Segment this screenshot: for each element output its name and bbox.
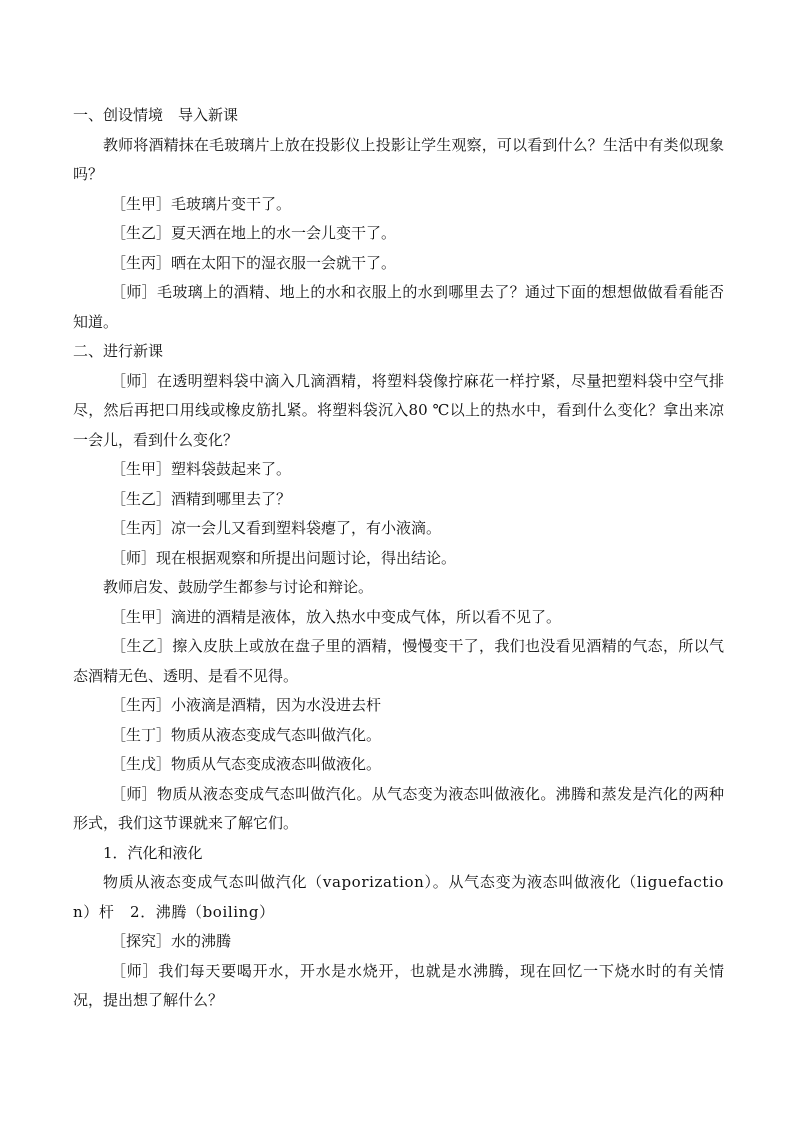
dialogue-line: ［生乙］夏天洒在地上的水一会儿变干了。 (111, 224, 397, 242)
subsection-heading: 1．汽化和液化 (103, 843, 203, 862)
dialogue-line: ［生丙］凉一会儿又看到塑料袋瘪了，有小液滴。 (111, 519, 442, 537)
dialogue-line: ［生甲］滴进的酒精是液体，放入热水中变成气体，所以看不见了。 (111, 607, 562, 626)
dialogue-line: ［师］现在根据观察和所提出问题讨论，得出结论。 (111, 548, 457, 567)
section-heading-1: 一、创设情境 导入新课 (73, 106, 239, 124)
dialogue-line: ［师］毛玻璃上的酒精、地上的水和衣服上的水到哪里去了？通过下面的想想做做看看能否知道。 (73, 283, 724, 331)
dialogue-line: ［生乙］酒精到哪里去了？ (111, 489, 292, 508)
dialogue-line: ［生乙］擦入皮肤上或放在盘子里的酒精，慢慢变干了，我们也没看见酒精的气态，所以气态酒精无色、透明、是看不见得。 (73, 637, 724, 685)
dialogue-line: ［生丁］物质从液态变成气态叫做汽化。 (111, 725, 382, 744)
dialogue-line: ［师］物质从液态变成气态叫做汽化。从气态变为液态叫做液化。沸腾和蒸发是汽化的两种形式，我们这节课就来了解它们。 (73, 784, 724, 832)
paragraph: 教师将酒精抹在毛玻璃片上放在投影仪上投影让学生观察，可以看到什么？生活中有类似现象吗？ (73, 135, 724, 183)
dialogue-line: ［生丙］晒在太阳下的湿衣服一会就干了。 (111, 253, 397, 272)
paragraph: 物质从液态变成气态叫做汽化（vaporization）。从气态变为液态叫做液化（liguefaction）杆 2．沸腾（boiling） (73, 873, 724, 921)
dialogue-line: ［师］我们每天要喝开水，开水是水烧开，也就是水沸腾，现在回忆一下烧水时的有关情况，提出想了解什么？ (73, 961, 724, 1009)
dialogue-line: ［探究］水的沸腾 (111, 932, 232, 950)
dialogue-line: ［生戊］物质从气态变成液态叫做液化。 (111, 755, 382, 773)
section-heading-2: 二、进行新课 (73, 342, 164, 360)
dialogue-line: ［生丙］小液滴是酒精，因为水没进去杆 (111, 696, 382, 714)
dialogue-line: ［生甲］塑料袋鼓起来了。 (111, 460, 292, 478)
dialogue-line: ［生甲］毛玻璃片变干了。 (111, 194, 292, 213)
paragraph: 教师启发、鼓励学生都参与讨论和辩论。 (103, 578, 374, 596)
dialogue-line: ［师］在透明塑料袋中滴入几滴酒精，将塑料袋像拧麻花一样拧紧，尽量把塑料袋中空气排尽，然后再把口用线或橡皮筋扎紧。将塑料袋沉入80 ℃以上的热水中，看到什么变化？拿出来凉一会儿，看到什么变化？ (73, 371, 724, 449)
document-page (73, 101, 724, 1016)
